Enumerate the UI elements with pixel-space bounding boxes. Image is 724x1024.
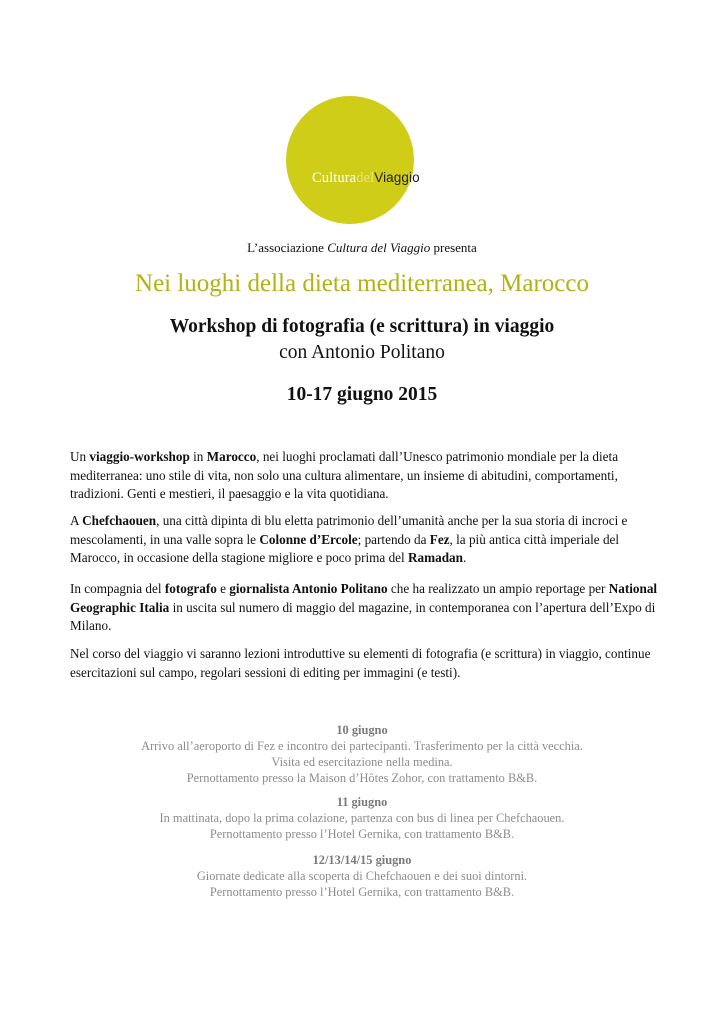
itinerary-line: Pernottamento presso l’Hotel Gernika, con trattamento B&B. bbox=[209, 885, 515, 899]
bold-phrase: fotografo bbox=[164, 581, 217, 596]
intro-suffix: presenta bbox=[430, 240, 477, 255]
logo-word-viaggio: Viaggio bbox=[374, 170, 420, 185]
logo-circle bbox=[286, 96, 414, 224]
text-run: e bbox=[216, 581, 230, 596]
itinerary-line: In mattinata, dopo la prima colazione, partenza con bus di linea per Chefchaouen. bbox=[159, 811, 565, 825]
text-run: in uscita sul numero di maggio del magazine, in contemporanea con l’apertura dell’Expo di Milano. bbox=[70, 599, 656, 634]
intro-prefix: L’associazione bbox=[247, 240, 328, 255]
page-title: Nei luoghi della dieta mediterranea, Marocco bbox=[135, 270, 589, 297]
text-run: ; partendo da bbox=[357, 531, 430, 547]
event-dates: 10-17 giugno 2015 bbox=[286, 384, 438, 405]
bold-phrase: National Geographic Italia bbox=[70, 581, 658, 615]
paragraph-3 bbox=[70, 580, 660, 636]
logo-word-cultura: Cultura bbox=[312, 170, 357, 186]
itinerary-day-3 bbox=[0, 852, 724, 900]
bold-phrase: viaggio-workshop bbox=[89, 449, 190, 464]
logo-wordmark bbox=[312, 170, 420, 187]
bold-phrase: Chefchaouen bbox=[82, 513, 157, 528]
text-run: A bbox=[70, 513, 83, 528]
bold-phrase: Ramadan bbox=[408, 550, 463, 566]
itinerary-day-2 bbox=[0, 794, 724, 842]
bold-phrase: Fez bbox=[429, 531, 450, 547]
text-run: che ha realizzato un ampio reportage per bbox=[387, 581, 609, 596]
itinerary-day-title: 10 giugno bbox=[336, 723, 388, 737]
itinerary-day-title: 11 giugno bbox=[336, 795, 388, 809]
author-line: con Antonio Politano bbox=[279, 342, 445, 363]
text-run: Un bbox=[70, 449, 90, 464]
paragraph-1 bbox=[70, 448, 660, 504]
page-subtitle: Workshop di fotografia (e scrittura) in viaggio bbox=[169, 316, 555, 337]
itinerary-line: Visita ed esercitazione nella medina. bbox=[271, 755, 453, 769]
text-run: in bbox=[189, 449, 207, 464]
itinerary-line: Pernottamento presso l’Hotel Gernika, con trattamento B&B. bbox=[209, 827, 515, 841]
text-run: In compagnia del bbox=[70, 581, 165, 596]
paragraph-2 bbox=[70, 512, 660, 568]
itinerary-day-title: 12/13/14/15 giugno bbox=[312, 853, 412, 867]
text-run: , la più antica città imperiale del Marocco, in occasione della stagione migliore e poco prima del bbox=[70, 531, 620, 566]
text-run: Nel corso del viaggio vi saranno lezioni introduttive su elementi di fotografia (e scrittura) in viaggio, continue esercitazioni sul campo, regolari sessioni di editing per immagini (e testi). bbox=[70, 646, 651, 680]
bold-phrase: giornalista Antonio Politano bbox=[229, 581, 388, 596]
text-run: . bbox=[462, 550, 467, 566]
itinerary-line: Giornate dedicate alla scoperta di Chefchaouen e dei suoi dintorni. bbox=[196, 869, 528, 883]
itinerary-line: Arrivo all’aeroporto di Fez e incontro dei partecipanti. Trasferimento per la città vecchia. bbox=[141, 739, 583, 753]
intro-line bbox=[0, 240, 724, 256]
itinerary-day-1 bbox=[0, 722, 724, 786]
logo-word-del: del bbox=[356, 170, 375, 186]
paragraph-4 bbox=[70, 645, 660, 682]
logo bbox=[268, 90, 453, 220]
bold-phrase: Colonne d’Ercole bbox=[259, 531, 358, 547]
association-name: Cultura del Viaggio bbox=[327, 240, 431, 255]
itinerary-line: Pernottamento presso la Maison d’Hôtes Zohor, con trattamento B&B. bbox=[186, 771, 538, 785]
text-run: , una città dipinta di blu eletta patrimonio dell’umanità anche per la sua storia di incroci e mescolamenti, in una valle sopra le bbox=[70, 513, 628, 547]
bold-phrase: Marocco bbox=[206, 449, 257, 464]
text-run: , nei luoghi proclamati dall’Unesco patrimonio mondiale per la dieta mediterranea: uno stile di vita, non solo una cultura alimentare, un insieme di abitudini, comportamenti, tradizioni. Genti e mestieri, il paesaggio e la vita quotidiana. bbox=[70, 449, 619, 502]
